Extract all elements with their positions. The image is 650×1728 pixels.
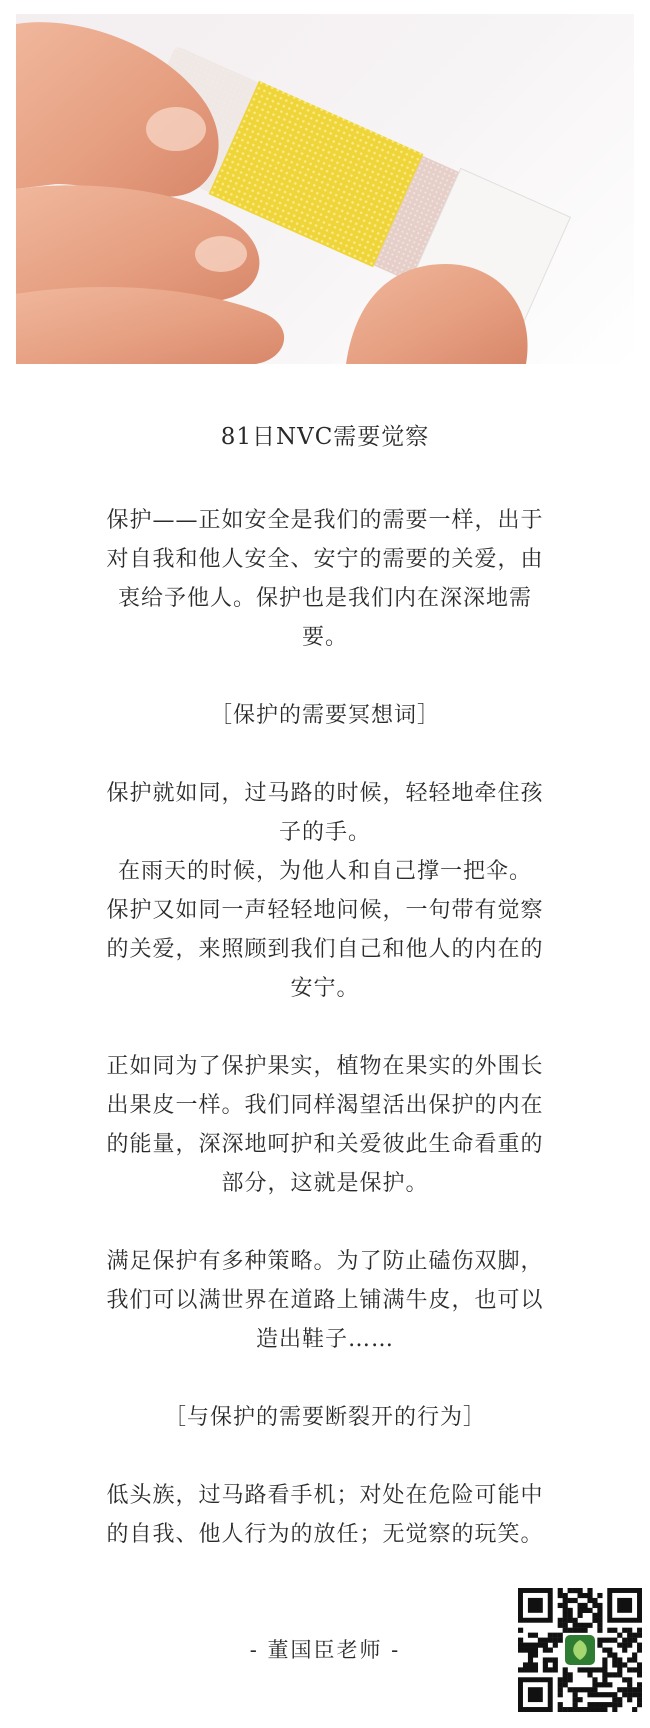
text-line: 安宁。 bbox=[290, 976, 360, 1001]
text-line: 造出鞋子…… bbox=[255, 1327, 394, 1352]
text-line: 要。 bbox=[301, 625, 348, 650]
disconnect-paragraph bbox=[70, 1476, 580, 1554]
text-line: 的自我、他人行为的放任；无觉察的玩笑。 bbox=[106, 1522, 544, 1547]
text-line: 的能量，深深地呵护和关爱彼此生命看重的 bbox=[106, 1132, 544, 1157]
text-line: 出果皮一样。我们同样渴望活出保护的内在 bbox=[106, 1093, 544, 1118]
text-line: 部分，这就是保护。 bbox=[221, 1171, 429, 1196]
article-title: 81日NVC需要觉察 bbox=[220, 424, 430, 450]
text-line: 满足保护有多种策略。为了防止磕伤双脚， bbox=[106, 1249, 544, 1274]
text-line: 低头族，过马路看手机；对处在危险可能中 bbox=[106, 1483, 544, 1508]
text-line: 的关爱，来照顾到我们自己和他人的内在的 bbox=[106, 937, 544, 962]
section-heading-disconnect: ［与保护的需要断裂开的行为］ bbox=[163, 1405, 486, 1430]
text-line: 保护——正如安全是我们的需要一样，出于 bbox=[106, 508, 544, 533]
fruit-paragraph bbox=[70, 1047, 580, 1203]
text-line: 正如同为了保护果实，植物在果实的外围长 bbox=[106, 1054, 544, 1079]
intro-paragraph bbox=[70, 501, 580, 657]
section-heading-meditation: ［保护的需要冥想词］ bbox=[209, 703, 440, 728]
band-aid-photo bbox=[16, 14, 634, 364]
text-line: 在雨天的时候，为他人和自己撑一把伞。 bbox=[117, 859, 532, 884]
hero-image bbox=[16, 14, 634, 364]
text-line: 对自我和他人安全、安宁的需要的关爱，由 bbox=[106, 547, 544, 572]
author-signature: - 董国臣老师 - bbox=[249, 1638, 401, 1662]
article-body bbox=[70, 418, 580, 1593]
text-line: 保护又如同一声轻轻地问候，一句带有觉察 bbox=[106, 898, 544, 923]
text-line: 我们可以满世界在道路上铺满牛皮，也可以 bbox=[106, 1288, 544, 1313]
strategy-paragraph bbox=[70, 1242, 580, 1359]
text-line: 子的手。 bbox=[278, 820, 371, 845]
meditation-paragraph bbox=[70, 774, 580, 1008]
text-line: 衷给予他人。保护也是我们内在深深地需 bbox=[117, 586, 532, 611]
text-line: 保护就如同，过马路的时候，轻轻地牵住孩 bbox=[106, 781, 544, 806]
